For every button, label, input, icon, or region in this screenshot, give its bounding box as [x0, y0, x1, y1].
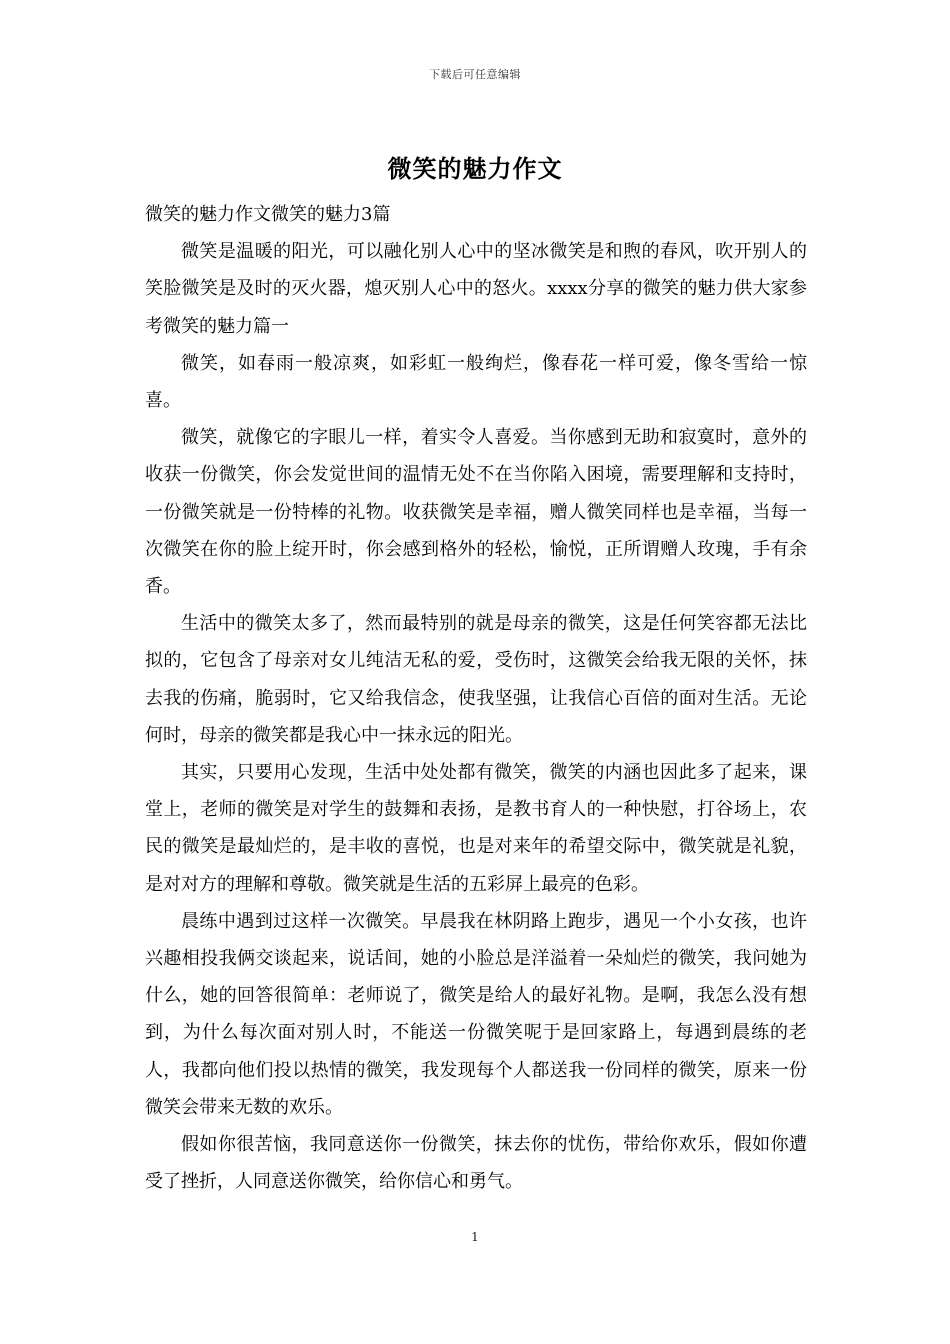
header-note: 下载后可任意编辑 [429, 68, 521, 81]
paragraph: 晨练中遇到过这样一次微笑。早晨我在林阴路上跑步，遇见一个小女孩，也许兴趣相投我俩交谈起来，说话间，她的小脸总是洋溢着一朵灿烂的微笑，我问她为什么，她的回答很简单：老师说了，微笑是给人的最好礼物。是啊，我怎么没有想到，为什么每次面对别人时，不能送一份微笑呢于是回家路上，每遇到晨练的老人，我都向他们投以热情的微笑，我发现每个人都送我一份同样的微笑，原来一份微笑会带来无数的欢乐。 [145, 910, 807, 1118]
paragraph: 微笑，就像它的字眼儿一样，着实令人喜爱。当你感到无助和寂寞时，意外的收获一份微笑，你会发觉世间的温情无处不在当你陷入困境，需要理解和支持时，一份微笑就是一份特棒的礼物。收获微笑是幸福，赠人微笑同样也是幸福，当每一次微笑在你的脸上绽开时，你会感到格外的轻松，愉悦，正所谓赠人玫瑰，手有余香。 [145, 427, 807, 598]
document-title: 微笑的魅力作文 [387, 154, 563, 183]
page-number: 1 [471, 1230, 479, 1244]
paragraph: 假如你很苦恼，我同意送你一份微笑，抹去你的忧伤，带给你欢乐，假如你遭受了挫折，人同意送你微笑，给你信心和勇气。 [145, 1134, 807, 1193]
document-body [145, 196, 807, 1200]
paragraph: 微笑是温暖的阳光，可以融化别人心中的坚冰微笑是和煦的春风，吹开别人的笑脸微笑是及时的灭火器，熄灭别人心中的怒火。xxxx分享的微笑的魅力供大家参考微笑的魅力篇一 [145, 241, 807, 337]
paragraph: 生活中的微笑太多了，然而最特别的就是母亲的微笑，这是任何笑容都无法比拟的，它包含了母亲对女儿纯洁无私的爱，受伤时，这微笑会给我无限的关怀，抹去我的伤痛，脆弱时，它又给我信念，使我坚强，让我信心百倍的面对生活。无论何时，母亲的微笑都是我心中一抹永远的阳光。 [145, 613, 807, 746]
paragraph: 微笑，如春雨一般凉爽，如彩虹一般绚烂，像春花一样可爱，像冬雪给一惊喜。 [145, 352, 807, 412]
paragraph: 其实，只要用心发现，生活中处处都有微笑，微笑的内涵也因此多了起来，课堂上，老师的微笑是对学生的鼓舞和表扬，是教书育人的一种快慰，打谷场上，农民的微笑是最灿烂的，是丰收的喜悦，也是对来年的希望交际中，微笑就是礼貌，是对对方的理解和尊敬。微笑就是生活的五彩屏上最亮的色彩。 [145, 762, 807, 895]
document-subtitle: 微笑的魅力作文微笑的魅力3篇 [145, 204, 391, 225]
